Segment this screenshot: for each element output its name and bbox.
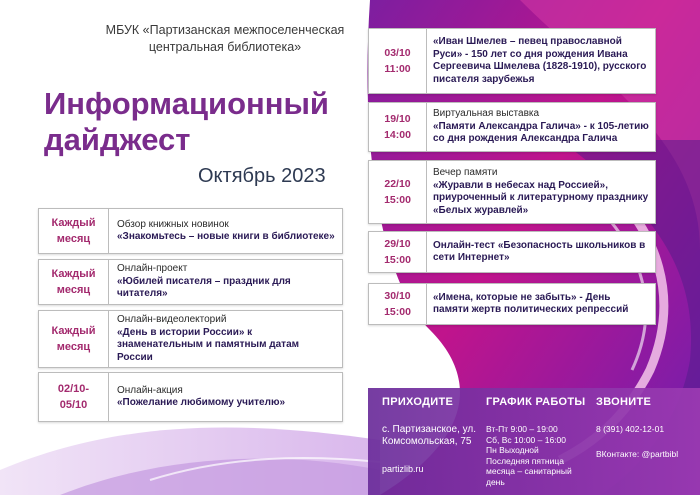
event-name: «Пожелание любимому учителю» — [117, 397, 286, 408]
social-link[interactable]: ВКонтакте: @partbibl — [596, 448, 679, 459]
event-name: Онлайн-тест «Безопасность школьников в сети Интернет» — [433, 239, 646, 263]
schedule-line: Последняя пятница месяца – санитарный день — [486, 455, 572, 487]
event-name: «Имена, которые не забыть» - День памяти жертв политических репрессий — [433, 291, 629, 315]
website-link[interactable]: partizlib.ru — [382, 464, 424, 474]
event-name: «Иван Шмелев – певец православной Руси» - 150 лет со дня рождения Ивана Сергеевича Шмелева (1828-1910), русского писателя зарубежья — [433, 36, 647, 85]
event-type: Онлайн-проект — [117, 263, 188, 275]
contact-footer — [368, 388, 700, 495]
page-title: Информационный дайджест — [44, 86, 329, 157]
event-name: «Памяти Александра Галича» - к 105-летию со дня рождения Александра Галича — [433, 120, 649, 145]
event-type: Онлайн-видеолекторий — [117, 314, 227, 325]
event-type: Онлайн-акция — [117, 384, 183, 396]
event-card-monthly-writer-jubilee[interactable] — [38, 259, 343, 305]
event-type: Виртуальная выставка — [433, 108, 540, 120]
event-card-shmelev[interactable] — [368, 28, 656, 94]
event-card-remembrance[interactable] — [368, 283, 656, 325]
phone-number[interactable]: 8 (391) 402-12-01 — [596, 424, 665, 434]
event-date: Каждый месяц — [39, 311, 109, 367]
event-info — [433, 29, 649, 93]
event-date: 19/10 14:00 — [369, 103, 427, 151]
event-type: Обзор книжных новинок — [117, 218, 229, 230]
organization-name: МБУК «Партизанская межпоселенческая центральная библиотека» — [105, 23, 345, 54]
call-heading: ЗВОНИТЕ — [596, 396, 652, 408]
event-info — [117, 260, 336, 304]
event-info — [433, 232, 649, 272]
digest-month: Октябрь 2023 — [198, 165, 326, 187]
event-info — [117, 373, 336, 421]
schedule-line: Вт-Пт 9:00 – 19:00 — [486, 424, 558, 434]
event-date: 30/10 15:00 — [369, 284, 427, 324]
event-name: «Журавли в небесах над Россией», приуроченный к литературному празднику «Белых журавлей» — [433, 179, 649, 216]
event-info — [433, 161, 649, 223]
event-card-cranes[interactable] — [368, 160, 656, 224]
event-date: 29/10 15:00 — [369, 232, 427, 272]
event-date: 03/10 11:00 — [369, 29, 427, 93]
event-card-teacher-wishes[interactable] — [38, 372, 343, 422]
call-section — [596, 396, 700, 459]
event-card-internet-safety[interactable] — [368, 231, 656, 273]
event-info — [117, 209, 336, 253]
visit-section — [382, 396, 492, 475]
schedule-line: Пн Выходной — [486, 445, 539, 455]
library-address: с. Партизанское, ул. Комсомольская, 75 — [382, 424, 477, 447]
event-info — [433, 103, 649, 151]
event-card-galich[interactable] — [368, 102, 656, 152]
event-type: Вечер памяти — [433, 167, 498, 178]
schedule-line: Сб, Вс 10:00 – 16:00 — [486, 434, 567, 445]
visit-heading: ПРИХОДИТЕ — [382, 396, 454, 408]
schedule-heading: ГРАФИК РАБОТЫ — [486, 396, 586, 408]
event-date: Каждый месяц — [39, 260, 109, 304]
event-date: 22/10 15:00 — [369, 161, 427, 223]
event-card-monthly-new-books[interactable] — [38, 208, 343, 254]
event-info — [117, 311, 336, 367]
event-name: «День в истории России» к знаменательным и памятным датам России — [117, 326, 300, 363]
schedule-section — [486, 396, 592, 487]
event-name: «Юбилей писателя – праздник для читателя» — [117, 275, 291, 300]
event-date: 02/10- 05/10 — [39, 373, 109, 421]
event-card-monthly-video-lecture[interactable] — [38, 310, 343, 368]
event-date: Каждый месяц — [39, 209, 109, 253]
event-info — [433, 284, 649, 324]
event-name: «Знакомьтесь – новые книги в библиотеке» — [117, 231, 335, 242]
